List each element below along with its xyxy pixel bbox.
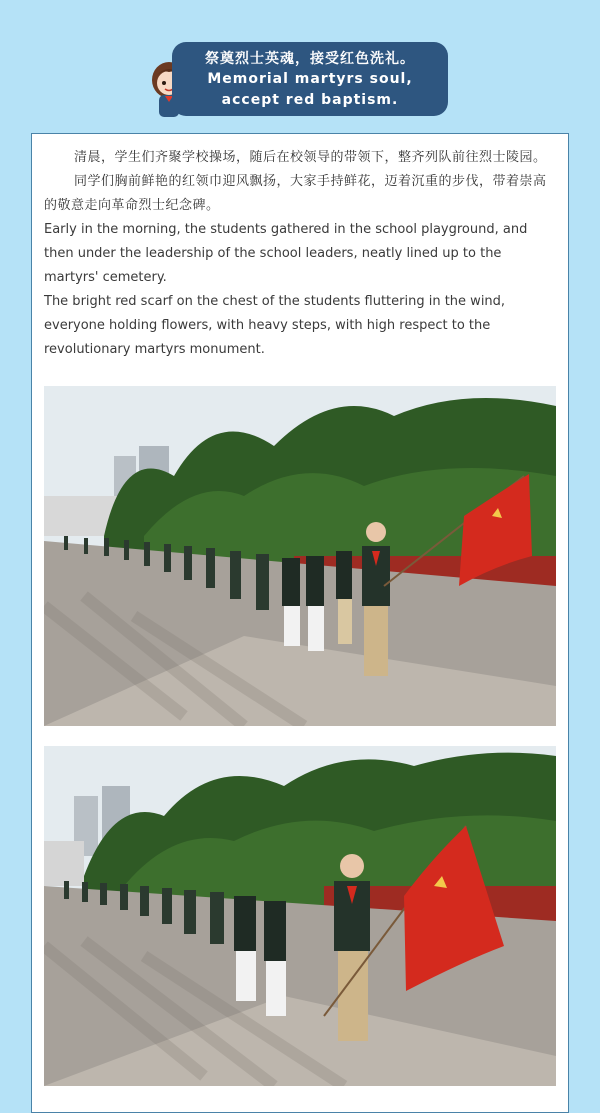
en-paragraph: The bright red scarf on the chest of the students fluttering in the wind, everyone holding flowers, with heavy steps, with high respect to the revolutionary martyrs monument. [44,294,506,357]
article-text [44,146,556,362]
banner-title-en-line2: accept red baptism. [221,92,399,108]
photo-illustration [44,386,556,726]
en-paragraph: Early in the morning, the students gathered in the school playground, and then under the leadership of the school leaders, neatly lined up to the martyrs' cemetery. [44,222,528,285]
header-banner [172,42,448,116]
zh-paragraph: 同学们胸前鲜艳的红领巾迎风飘扬，大家手持鲜花，迈着沉重的步伐，带着崇高的敬意走向革命烈士纪念碑。 [44,174,547,213]
banner-title-en-line1: Memorial martyrs soul, [207,71,413,87]
article-card [31,133,569,1113]
zh-paragraph: 清晨，学生们齐聚学校操场，随后在校领导的带领下，整齐列队前往烈士陵园。 [74,150,547,165]
photo-illustration [44,746,556,1086]
banner-title-zh: 祭奠烈士英魂，接受红色洗礼。 [205,51,415,67]
photo-students-marching-1 [44,386,556,726]
photo-students-marching-2 [44,746,556,1086]
